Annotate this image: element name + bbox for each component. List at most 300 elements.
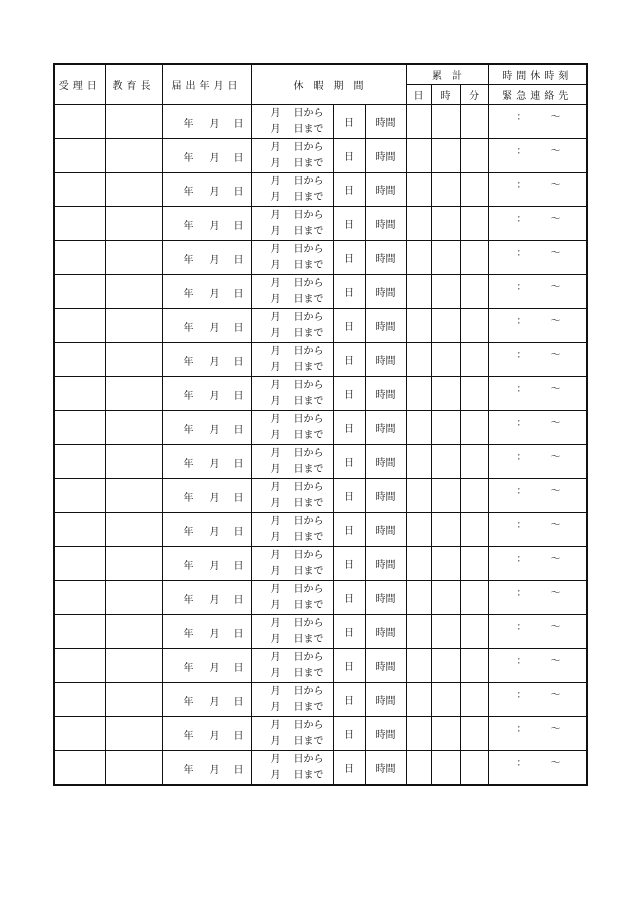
leave-record-row [54,343,587,377]
tilde-mark: ～ [550,520,561,531]
cumulative-hour-cell[interactable] [431,275,460,309]
from-month-label: 月 [270,142,281,153]
day-label: 日 [233,493,244,504]
period-range-cell[interactable] [251,275,333,309]
cumulative-hour-cell[interactable] [431,649,460,683]
superintendent-seal-cell[interactable] [105,309,162,343]
received-date-cell[interactable] [54,513,105,547]
cumulative-hour-cell[interactable] [431,309,460,343]
colon-mark: ： [516,214,527,225]
period-range-cell[interactable] [251,717,333,751]
cumulative-hour-cell[interactable] [431,105,460,139]
days-unit-label: 日 [344,560,354,571]
period-hours-cell[interactable] [365,479,406,513]
month-label: 月 [209,357,220,368]
cumulative-minute-cell[interactable] [460,173,488,207]
leave-record-row [54,649,587,683]
until-month-label: 月 [270,430,281,441]
colon-mark: ： [516,180,527,191]
cumulative-day-cell[interactable] [406,343,431,377]
period-hours-cell[interactable] [365,343,406,377]
superintendent-seal-cell[interactable] [105,683,162,717]
period-range-cell[interactable] [251,445,333,479]
superintendent-seal-cell[interactable] [105,513,162,547]
time-leave-contact-cell[interactable] [488,241,587,275]
days-unit-label: 日 [344,390,354,401]
from-month-label: 月 [270,652,281,663]
leave-record-row [54,683,587,717]
cumulative-hour-cell[interactable] [431,343,460,377]
submission-date-cell[interactable] [162,751,251,786]
cumulative-day-cell[interactable] [406,105,431,139]
superintendent-seal-cell[interactable] [105,241,162,275]
leave-record-row [54,581,587,615]
submission-date-cell[interactable] [162,411,251,445]
month-label: 月 [209,323,220,334]
cumulative-day-cell[interactable] [406,241,431,275]
period-range-cell[interactable] [251,513,333,547]
period-days-cell[interactable] [333,581,365,615]
period-days-cell[interactable] [333,717,365,751]
leave-record-row [54,547,587,581]
until-month-label: 月 [270,532,281,543]
cumulative-day-cell[interactable] [406,717,431,751]
cumulative-day-cell[interactable] [406,377,431,411]
time-leave-contact-cell[interactable] [488,105,587,139]
until-month-label: 月 [270,498,281,509]
month-label: 月 [209,459,220,470]
colon-mark: ： [516,554,527,565]
period-hours-cell[interactable] [365,411,406,445]
cumulative-day-cell[interactable] [406,615,431,649]
received-date-cell[interactable] [54,547,105,581]
leave-record-row [54,241,587,275]
leave-record-row [54,615,587,649]
day-label: 日 [233,765,244,776]
header-cum-minute: 分 [460,85,488,105]
day-label: 日 [233,527,244,538]
received-date-cell[interactable] [54,139,105,173]
time-leave-contact-cell[interactable] [488,139,587,173]
cumulative-hour-cell[interactable] [431,411,460,445]
cumulative-hour-cell[interactable] [431,581,460,615]
period-hours-cell[interactable] [365,751,406,786]
hours-unit-label: 時間 [375,458,396,469]
tilde-mark: ～ [550,112,561,123]
period-days-cell[interactable] [333,615,365,649]
period-days-cell[interactable] [333,445,365,479]
period-days-cell[interactable] [333,241,365,275]
period-hours-cell[interactable] [365,275,406,309]
superintendent-seal-cell[interactable] [105,751,162,786]
received-date-cell[interactable] [54,105,105,139]
cumulative-minute-cell[interactable] [460,615,488,649]
period-days-cell[interactable] [333,547,365,581]
submission-date-cell[interactable] [162,717,251,751]
cumulative-minute-cell[interactable] [460,377,488,411]
received-date-cell[interactable] [54,343,105,377]
period-range-cell[interactable] [251,751,333,786]
period-range-cell[interactable] [251,411,333,445]
cumulative-day-cell[interactable] [406,445,431,479]
received-date-cell[interactable] [54,173,105,207]
day-label: 日 [233,153,244,164]
time-leave-contact-cell[interactable] [488,581,587,615]
period-days-cell[interactable] [333,411,365,445]
period-days-cell[interactable] [333,513,365,547]
received-date-cell[interactable] [54,445,105,479]
from-month-label: 月 [270,584,281,595]
time-leave-contact-cell[interactable] [488,343,587,377]
leave-record-row [54,275,587,309]
period-days-cell[interactable] [333,173,365,207]
submission-date-cell[interactable] [162,309,251,343]
superintendent-seal-cell[interactable] [105,445,162,479]
cumulative-day-cell[interactable] [406,547,431,581]
year-label: 年 [183,697,194,708]
until-month-label: 月 [270,566,281,577]
period-range-cell[interactable] [251,615,333,649]
submission-date-cell[interactable] [162,547,251,581]
until-day-label: 日まで [293,124,324,135]
cumulative-hour-cell[interactable] [431,479,460,513]
hours-unit-label: 時間 [375,492,396,503]
cumulative-day-cell[interactable] [406,581,431,615]
submission-date-cell[interactable] [162,241,251,275]
period-hours-cell[interactable] [365,173,406,207]
cumulative-day-cell[interactable] [406,479,431,513]
submission-date-cell[interactable] [162,343,251,377]
superintendent-seal-cell[interactable] [105,717,162,751]
year-label: 年 [183,595,194,606]
colon-mark: ： [516,690,527,701]
superintendent-seal-cell[interactable] [105,139,162,173]
period-days-cell[interactable] [333,751,365,786]
cumulative-day-cell[interactable] [406,275,431,309]
cumulative-minute-cell[interactable] [460,751,488,786]
leave-record-row [54,173,587,207]
until-day-label: 日まで [293,566,324,577]
period-range-cell[interactable] [251,173,333,207]
year-label: 年 [183,187,194,198]
time-leave-contact-cell[interactable] [488,615,587,649]
cumulative-hour-cell[interactable] [431,683,460,717]
until-day-label: 日まで [293,702,324,713]
period-days-cell[interactable] [333,479,365,513]
submission-date-cell[interactable] [162,105,251,139]
submission-date-cell[interactable] [162,513,251,547]
period-days-cell[interactable] [333,105,365,139]
superintendent-seal-cell[interactable] [105,479,162,513]
cumulative-minute-cell[interactable] [460,717,488,751]
time-leave-contact-cell[interactable] [488,377,587,411]
period-hours-cell[interactable] [365,615,406,649]
received-date-cell[interactable] [54,683,105,717]
period-range-cell[interactable] [251,309,333,343]
cumulative-day-cell[interactable] [406,513,431,547]
time-leave-contact-cell[interactable] [488,547,587,581]
hours-unit-label: 時間 [375,220,396,231]
days-unit-label: 日 [344,492,354,503]
cumulative-day-cell[interactable] [406,173,431,207]
cumulative-hour-cell[interactable] [431,445,460,479]
cumulative-minute-cell[interactable] [460,411,488,445]
until-month-label: 月 [270,464,281,475]
submission-date-cell[interactable] [162,581,251,615]
cumulative-day-cell[interactable] [406,207,431,241]
month-label: 月 [209,663,220,674]
cumulative-minute-cell[interactable] [460,275,488,309]
received-date-cell[interactable] [54,751,105,786]
submission-date-cell[interactable] [162,207,251,241]
received-date-cell[interactable] [54,717,105,751]
received-date-cell[interactable] [54,377,105,411]
from-month-label: 月 [270,210,281,221]
period-hours-cell[interactable] [365,241,406,275]
colon-mark: ： [516,520,527,531]
days-unit-label: 日 [344,526,354,537]
submission-date-cell[interactable] [162,173,251,207]
colon-mark: ： [516,418,527,429]
time-leave-contact-cell[interactable] [488,649,587,683]
superintendent-seal-cell[interactable] [105,105,162,139]
cumulative-hour-cell[interactable] [431,173,460,207]
period-days-cell[interactable] [333,207,365,241]
until-day-label: 日まで [293,294,324,305]
period-hours-cell[interactable] [365,207,406,241]
until-month-label: 月 [270,294,281,305]
superintendent-seal-cell[interactable] [105,411,162,445]
until-month-label: 月 [270,600,281,611]
period-hours-cell[interactable] [365,649,406,683]
period-range-cell[interactable] [251,343,333,377]
received-date-cell[interactable] [54,581,105,615]
cumulative-hour-cell[interactable] [431,241,460,275]
until-month-label: 月 [270,260,281,271]
received-date-cell[interactable] [54,411,105,445]
time-leave-contact-cell[interactable] [488,207,587,241]
year-label: 年 [183,765,194,776]
year-label: 年 [183,357,194,368]
hours-unit-label: 時間 [375,526,396,537]
until-day-label: 日まで [293,328,324,339]
period-hours-cell[interactable] [365,581,406,615]
leave-record-row [54,207,587,241]
superintendent-seal-cell[interactable] [105,173,162,207]
period-days-cell[interactable] [333,275,365,309]
period-range-cell[interactable] [251,683,333,717]
cumulative-minute-cell[interactable] [460,309,488,343]
period-days-cell[interactable] [333,649,365,683]
cumulative-minute-cell[interactable] [460,445,488,479]
year-label: 年 [183,119,194,130]
superintendent-seal-cell[interactable] [105,581,162,615]
year-label: 年 [183,493,194,504]
time-leave-contact-cell[interactable] [488,445,587,479]
cumulative-hour-cell[interactable] [431,751,460,786]
cumulative-hour-cell[interactable] [431,139,460,173]
until-month-label: 月 [270,362,281,373]
day-label: 日 [233,255,244,266]
cumulative-hour-cell[interactable] [431,513,460,547]
cumulative-minute-cell[interactable] [460,547,488,581]
hours-unit-label: 時間 [375,764,396,775]
time-leave-contact-cell[interactable] [488,683,587,717]
period-hours-cell[interactable] [365,309,406,343]
period-hours-cell[interactable] [365,139,406,173]
from-day-label: 日から [293,754,324,765]
superintendent-seal-cell[interactable] [105,615,162,649]
received-date-cell[interactable] [54,241,105,275]
until-day-label: 日まで [293,770,324,781]
leave-record-row [54,751,587,786]
hours-unit-label: 時間 [375,118,396,129]
superintendent-seal-cell[interactable] [105,547,162,581]
received-date-cell[interactable] [54,309,105,343]
period-range-cell[interactable] [251,581,333,615]
cumulative-hour-cell[interactable] [431,615,460,649]
until-month-label: 月 [270,226,281,237]
hours-unit-label: 時間 [375,628,396,639]
days-unit-label: 日 [344,458,354,469]
cumulative-minute-cell[interactable] [460,581,488,615]
received-date-cell[interactable] [54,207,105,241]
period-days-cell[interactable] [333,139,365,173]
from-month-label: 月 [270,380,281,391]
cumulative-day-cell[interactable] [406,139,431,173]
received-date-cell[interactable] [54,479,105,513]
from-day-label: 日から [293,380,324,391]
cumulative-minute-cell[interactable] [460,479,488,513]
from-day-label: 日から [293,210,324,221]
cumulative-hour-cell[interactable] [431,717,460,751]
submission-date-cell[interactable] [162,139,251,173]
time-leave-contact-cell[interactable] [488,411,587,445]
submission-date-cell[interactable] [162,479,251,513]
month-label: 月 [209,391,220,402]
until-day-label: 日まで [293,634,324,645]
tilde-mark: ～ [550,724,561,735]
colon-mark: ： [516,656,527,667]
cumulative-minute-cell[interactable] [460,105,488,139]
period-hours-cell[interactable] [365,547,406,581]
year-label: 年 [183,323,194,334]
days-unit-label: 日 [344,152,354,163]
cumulative-hour-cell[interactable] [431,547,460,581]
cumulative-day-cell[interactable] [406,649,431,683]
period-hours-cell[interactable] [365,105,406,139]
period-hours-cell[interactable] [365,445,406,479]
cumulative-minute-cell[interactable] [460,513,488,547]
from-month-label: 月 [270,754,281,765]
submission-date-cell[interactable] [162,445,251,479]
time-leave-contact-cell[interactable] [488,275,587,309]
period-range-cell[interactable] [251,207,333,241]
superintendent-seal-cell[interactable] [105,207,162,241]
period-days-cell[interactable] [333,683,365,717]
days-unit-label: 日 [344,186,354,197]
period-days-cell[interactable] [333,377,365,411]
until-month-label: 月 [270,736,281,747]
days-unit-label: 日 [344,322,354,333]
period-range-cell[interactable] [251,105,333,139]
time-leave-contact-cell[interactable] [488,513,587,547]
cumulative-minute-cell[interactable] [460,649,488,683]
received-date-cell[interactable] [54,615,105,649]
cumulative-hour-cell[interactable] [431,377,460,411]
received-date-cell[interactable] [54,275,105,309]
superintendent-seal-cell[interactable] [105,377,162,411]
until-day-label: 日まで [293,260,324,271]
month-label: 月 [209,153,220,164]
period-hours-cell[interactable] [365,513,406,547]
time-leave-contact-cell[interactable] [488,717,587,751]
time-leave-contact-cell[interactable] [488,751,587,786]
period-range-cell[interactable] [251,377,333,411]
until-day-label: 日まで [293,362,324,373]
cumulative-day-cell[interactable] [406,411,431,445]
period-range-cell[interactable] [251,139,333,173]
period-range-cell[interactable] [251,479,333,513]
cumulative-minute-cell[interactable] [460,343,488,377]
tilde-mark: ～ [550,316,561,327]
hours-unit-label: 時間 [375,288,396,299]
until-month-label: 月 [270,634,281,645]
time-leave-contact-cell[interactable] [488,479,587,513]
period-hours-cell[interactable] [365,377,406,411]
period-range-cell[interactable] [251,649,333,683]
cumulative-minute-cell[interactable] [460,683,488,717]
cumulative-minute-cell[interactable] [460,139,488,173]
year-label: 年 [183,391,194,402]
superintendent-seal-cell[interactable] [105,649,162,683]
year-label: 年 [183,255,194,266]
period-range-cell[interactable] [251,241,333,275]
tilde-mark: ～ [550,452,561,463]
period-days-cell[interactable] [333,309,365,343]
from-day-label: 日から [293,584,324,595]
cumulative-hour-cell[interactable] [431,207,460,241]
period-hours-cell[interactable] [365,717,406,751]
submission-date-cell[interactable] [162,649,251,683]
tilde-mark: ～ [550,146,561,157]
year-label: 年 [183,221,194,232]
received-date-cell[interactable] [54,649,105,683]
leave-record-row [54,309,587,343]
hours-unit-label: 時間 [375,730,396,741]
period-hours-cell[interactable] [365,683,406,717]
cumulative-minute-cell[interactable] [460,207,488,241]
period-range-cell[interactable] [251,547,333,581]
period-days-cell[interactable] [333,343,365,377]
time-leave-contact-cell[interactable] [488,173,587,207]
cumulative-minute-cell[interactable] [460,241,488,275]
colon-mark: ： [516,282,527,293]
tilde-mark: ～ [550,180,561,191]
submission-date-cell[interactable] [162,683,251,717]
time-leave-contact-cell[interactable] [488,309,587,343]
cumulative-day-cell[interactable] [406,309,431,343]
cumulative-day-cell[interactable] [406,683,431,717]
from-month-label: 月 [270,312,281,323]
submission-date-cell[interactable] [162,615,251,649]
from-day-label: 日から [293,278,324,289]
submission-date-cell[interactable] [162,275,251,309]
superintendent-seal-cell[interactable] [105,343,162,377]
superintendent-seal-cell[interactable] [105,275,162,309]
submission-date-cell[interactable] [162,377,251,411]
cumulative-day-cell[interactable] [406,751,431,786]
